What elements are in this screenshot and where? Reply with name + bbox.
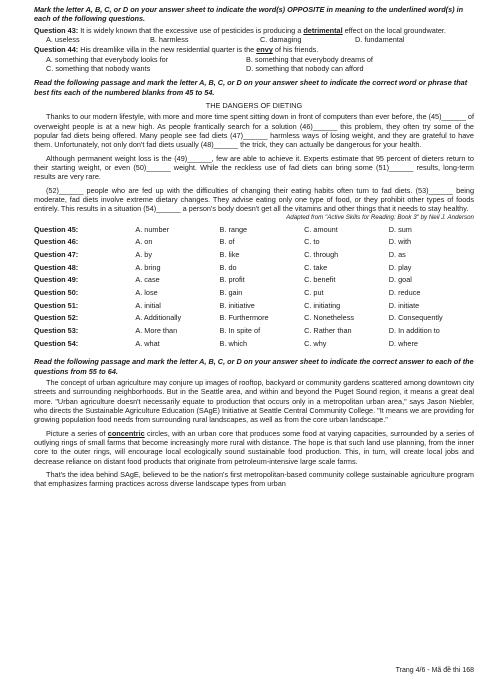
question-43-options [34,35,474,44]
question-number: Question 49: [34,275,79,285]
reading-paragraph-2-pre: Picture a series of [46,428,108,438]
option-b: B. do [219,262,237,272]
answer-options-table [34,225,474,352]
question-44-options [34,55,474,74]
option-a: A. on [135,237,153,247]
question-number: Question 45: [34,224,79,234]
passage-paragraph: (52)______ people who are fed up with the difficulties of changing their eating habits often turn to fad diets. (53)______ being moderate, fad diets involve extreme dietary changes. They advise eating only one type of food, or they prohibit other types of foods entirely. This results in a situation (54)______ a person's body doesn't get all the vitamins and other things that it needs to stay healthy. [34,185,474,214]
option-d: D. initiate [388,300,420,310]
question-43-underlined-word: detrimental [303,25,343,35]
passage-title: THE DANGERS OF DIETING [205,100,303,110]
option-d: D. Consequently [388,313,443,323]
question-number: Question 50: [34,287,79,297]
question-number: Question 54: [34,338,79,348]
question-43-label: Question 43: [34,25,79,35]
section-cloze-passage [34,78,474,351]
question-44-underlined-word: envy [256,45,273,55]
option-c: C. take [304,262,328,272]
option-c: C. why [304,338,327,348]
option-a: A. lose [135,287,158,297]
option-d: D. as [388,249,406,259]
question-number: Question 48: [34,262,79,272]
option-c: C. something that nobody wants [46,63,151,73]
option-b: B. In spite of [219,326,261,335]
answer-row [34,301,474,314]
question-number: Question 47: [34,249,79,259]
option-c: C. amount [304,224,338,234]
option-d: D. play [388,262,412,272]
option-b: B. like [219,249,240,259]
option-c: C. Nonetheless [304,313,354,323]
question-44 [34,45,474,54]
question-43-text-pre: It is widely known that the excessive use of pesticides is producing a [78,25,304,35]
passage-paragraph: Thanks to our modern lifestyle, with more and more time spent sitting down in front of computers than ever before, the (45)______ of overweight people is at a new high. As people frantically search for a solution (46)______ this problem, they often try some of the popular fad diets being offered. Many people see fad diets (47)______ harmless ways of losing weight, and they are grateful to have them. Unfortunately, not only don't fad diets usually (48)______ the trick, they can actually be dangerous for your health. [34,112,474,150]
option-a: A. More than [135,326,178,335]
answer-row [34,326,474,339]
option-c: C. to [304,237,320,247]
option-a: A. something that everybody looks for [46,54,169,64]
question-44-label: Question 44: [34,45,79,55]
option-d: D. In addition to [388,326,440,335]
option-c: C. Rather than [304,326,352,335]
question-number: Question 52: [34,313,79,323]
option-b: B. gain [219,287,243,297]
question-44-text-pre: His dreamlike villa in the new residential quarter is the [78,45,257,55]
question-number: Question 53: [34,326,79,335]
option-b: B. profit [219,275,245,285]
option-d: D. goal [388,275,412,285]
option-b: B. harmless [150,34,189,44]
option-c: C. put [304,287,324,297]
option-b: B. which [219,338,248,348]
answer-row [34,263,474,276]
answer-row [34,250,474,263]
option-a: A. case [135,275,160,285]
option-d: D. reduce [388,287,421,297]
reading-paragraph-3: That's the idea behind SAgE, believed to be the nation's first metropolitan-based community college sustainable agriculture program that emphasizes farming practices across diverse landscape types from urban [34,469,474,489]
question-number: Question 51: [34,300,79,310]
option-b: B. Furthermore [219,313,269,323]
option-d: D. with [388,237,412,247]
reading-paragraph-1: The concept of urban agriculture may conjure up images of rooftop, backyard or community gardens scattered among downtown city streets and surrounding neighborhoods. But in the Seattle area, and within and beyond the Puget Sound region, it means a great deal more. "Urban agriculture doesn't necessarily equate to production that occurs only in a metropolitan urban area," says Jason Niebler, who directs the Sustainable Agriculture Education (SAgE) Initiative at Seattle Central Community College. "It means we are providing for growing population food needs from surrounding rural landscapes, as well as from the core urban landscape." [34,378,474,425]
page-footer: Trang 4/6 - Mã đề thi 168 [395,667,474,675]
answer-row [34,225,474,238]
section-opposite-meaning [34,5,474,73]
answer-row [34,339,474,352]
option-b: B. something that everybody dreams of [246,54,373,64]
answer-row [34,275,474,288]
option-a: A. number [135,224,170,234]
reading-underlined-word: concentric [107,428,145,438]
option-a: A. what [135,338,160,348]
option-c: C. initiating [304,300,341,310]
option-d: D. fundamental [355,34,405,44]
answer-row [34,237,474,250]
option-c: C. damaging [260,34,302,44]
option-d: D. where [388,338,418,348]
option-a: A. useless [46,34,80,44]
question-43 [34,26,474,35]
answer-row [34,288,474,301]
option-a: A. by [135,249,152,259]
option-a: A. Additionally [135,313,182,323]
question-43-text-post: effect on the local groundwater. [342,25,446,35]
reading-paragraph-2 [34,429,474,466]
question-44-text-post: of his friends. [272,45,319,55]
option-c: C. through [304,249,339,259]
answer-row [34,313,474,326]
passage-source: Adapted from "Active Skills for Reading: Book 3" by Neil J. Anderson [286,213,474,221]
option-b: B. initiative [219,300,255,310]
reading-paragraph-2-post: circles, with an urban core that produces some food at varying capacities, surrounded by a series of outlying rings of small farms that become increasingly more rural with distance. The hope is that such land use planning, from the inner core to the outer rings, will encourage local ecologically sound sustainable food production. This, in turn, will create local jobs and decrease reliance on distant food products that originate from petroleum-intensive large scale farms. [34,428,474,466]
option-a: A. bring [135,262,161,272]
section2-instruction: Read the following passage and mark the letter A, B, C, or D on your answer sheet to indicate the correct word or phrase that best fits each of the numbered blanks from 45 to 54. [34,78,468,97]
option-c: C. benefit [304,275,336,285]
section-reading-comprehension [34,357,474,488]
passage-paragraph: Although permanent weight loss is the (49)______, few are able to achieve it. Experts estimate that 95 percent of dieters return to their starting weight, or even (50)______ weight. While the reckless use of fad diets can bring some (51)______ results, long-term results are very rare. [34,153,474,182]
option-d: D. sum [388,224,412,234]
section3-instruction: Read the following passage and mark the letter A, B, C, or D on your answer sheet to indicate the correct answer to each of the questions from 55 to 64. [34,357,474,376]
option-d: D. something that nobody can afford [246,63,364,73]
option-b: B. of [219,237,235,247]
option-a: A. initial [135,300,161,310]
option-b: B. range [219,224,248,234]
question-number: Question 46: [34,237,79,247]
section1-instruction: Mark the letter A, B, C, or D on your answer sheet to indicate the word(s) OPPOSITE in meaning to the underlined word(s) in each of the following questions. [34,5,464,24]
